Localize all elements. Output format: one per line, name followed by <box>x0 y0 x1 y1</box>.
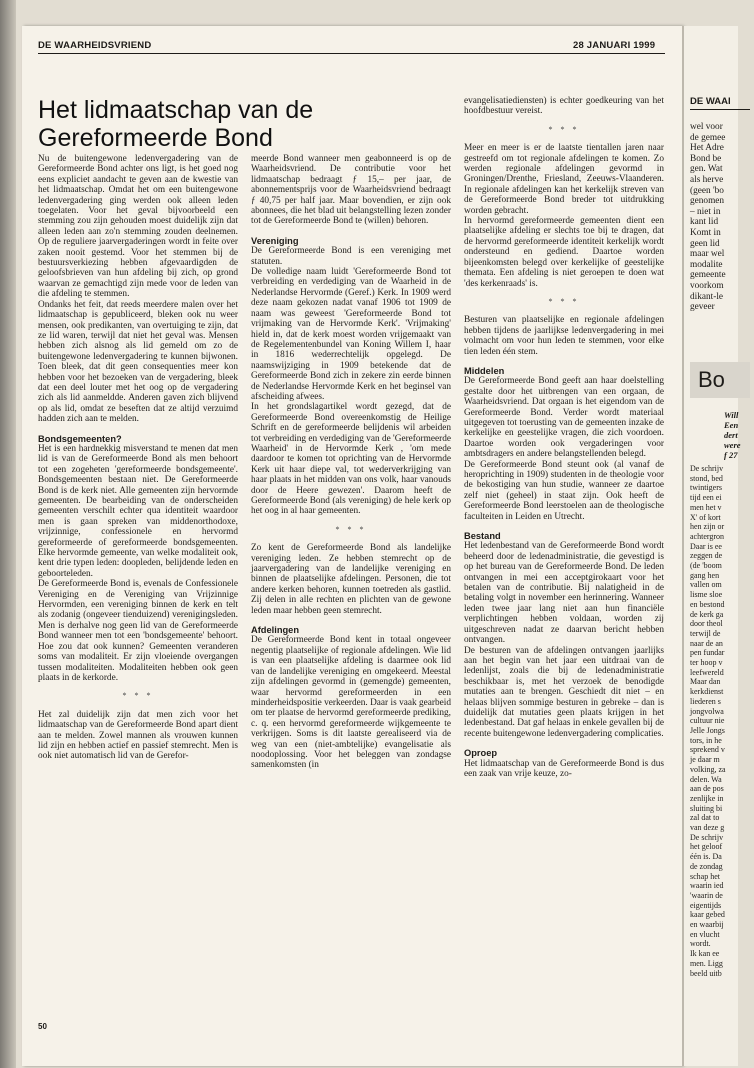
text-line: zenlijke in <box>690 793 724 803</box>
column-3-section-5 <box>464 759 664 780</box>
subheading-bestand: Bestand <box>464 531 501 542</box>
paragraph: evangelisatiediensten) is echter goedkeuring van het hoofdbestuur vereist. <box>464 96 664 117</box>
paragraph: meerde Bond wanneer men geabonneerd is op de Waarheidsvriend. De contributie voor het lidmaatschap bedraagt ƒ 15,– per jaar, de abonnementsprijs voor de Waarheidsvriend bedraagt ƒ 40,75 per half jaar. Maar bovendien, er zijn ook abonnees, die het blad uit belangstelling lezen zonder tot de Gereformeerde Bond te (willen) behoren. <box>251 154 451 227</box>
text-line: kant lid <box>690 217 719 228</box>
text-line: Will <box>724 410 739 420</box>
column-2-intro <box>251 154 451 227</box>
text-line: sprekend v <box>690 745 725 755</box>
text-line: achtergron <box>690 531 725 541</box>
text-line: van deze g <box>690 823 725 833</box>
column-3-intro <box>464 96 664 117</box>
text-line: zeggen de <box>690 551 723 561</box>
column-3-section-3 <box>464 376 664 522</box>
text-line: eigentijds <box>690 900 722 910</box>
text-line: Maar dan <box>690 677 721 687</box>
text-line: Daar is ee <box>690 541 722 551</box>
paragraph: Het is een hardnekkig misverstand te menen dat men lid is van de Gereformeerde Bond als men behoort tot een zogeheten 'gereformeerde bondsgemeente'. Bondsgemeenten bestaan niet. De Gereformeerde Bond is de kerk niet. Alle gemeenten zijn hervormde gemeenten. De bearbeiding van de onderscheiden gemeenten verschilt echter qua identiteit waardoor men is gaan spreken van middenorthodoxe, vrijzinnige, confessionele en hervormd gereformeerde of gereformeerde bondsgemeenten. Elke hervormde gemeente, van welke modaliteit ook, kent drie typen leden: doopleden, belijdende leden en geboorteleden. <box>38 443 238 579</box>
text-line: delen. Wa <box>690 774 722 784</box>
text-line: maar wel <box>690 249 725 260</box>
text-line: twintigers <box>690 483 722 493</box>
paragraph: Het lidmaatschap van de Gereformeerde Bond is dus een zaak van vrije keuze, zo- <box>464 758 664 779</box>
text-line: gen. Wat <box>690 164 723 175</box>
paragraph: De Gereformeerde Bond kent in totaal ongeveer negentig plaatselijke of regionale afdelingen. Wie lid is van een plaatselijke afdeling is daarmee ook lid van de landelijke vereniging en omgekeerd. Meestal zijn afdelingen gevormd in (gemengde) gemeenten, waar hervormd gereformeerden in een minderheidspositie verkeerden. Daar is vaak gearbeid om ter plaatse de hervormd gereformeerde prediking, c. q. een hervormd gereformeerde wijkgemeente te verkrijgen. Soms is dit laatste gerealiseerd via de weg van een (niet-ambtelijke) evangelisatie als noodoplossing. Voor het beleggen van zondagse samenkomsten (in <box>251 635 451 771</box>
text-line: zal dat to <box>690 813 720 823</box>
text-line: stond, bed <box>690 473 723 483</box>
text-line: f 27 <box>724 450 738 460</box>
facing-heading-text: Bo <box>698 367 725 392</box>
text-line: je daar m <box>690 755 720 765</box>
paragraph: De besturen van de afdelingen ontvangen jaarlijks aan het begin van het jaar een uitdraai van de ledenlijst, zoals die bij de ledenadministratie beschikbaar is, met het verzoek de benodigde mutaties aan te brengen. Geschiedt dit niet – en helaas blijven sommige besturen in gebreke – dan is duidelijk dat mutaties geen plaats krijgen in het ledenbestand. Dat gaf helaas in enkele gevallen bij de recente buitengewone ledenvergadering complicaties. <box>464 645 664 739</box>
section-separator: * * * <box>548 124 580 134</box>
text-line: men. Ligg <box>690 958 723 968</box>
facing-header-rule <box>690 109 750 110</box>
text-line: lisme sloe <box>690 590 723 600</box>
section-separator: * * * <box>122 691 154 701</box>
text-line: De schrijv <box>690 832 724 842</box>
text-line: kaar gebed <box>690 910 725 920</box>
text-line: één is. Da <box>690 852 722 862</box>
text-line: X' of kort <box>690 512 721 522</box>
column-1-section-2 <box>38 710 238 762</box>
subheading-oproep: Oproep <box>464 748 498 759</box>
text-line: terwijl de <box>690 628 721 638</box>
text-line: volking, za <box>690 764 726 774</box>
text-line: het geloof <box>690 842 723 852</box>
column-3-section-1 <box>464 143 664 289</box>
paragraph: In hervormd gereformeerde gemeenten dient een plaatselijke afdeling er slechts toe bij te dragen, dat de hervormd gereformeerde identiteit kerkelijk wordt ondersteund en gediend. Daartoe worden bijeenkomsten belegd over kerkelijke of geestelijke themata. Een afdeling is niet geroepen te doen wat 'des kerkenraads' is. <box>464 216 664 289</box>
paragraph: De Gereformeerde Bond steunt ook (al vanaf de heroprichting in 1909) studenten in de theologie voor de bekostiging van hun studie, wanneer ze daartoe zelf niet (geheel) in staat zijn. Ook heeft de Gereformeerde Bond leerstoelen aan de theologische faculteiten in Leiden en Utrecht. <box>464 459 664 522</box>
text-line: – niet in <box>690 206 721 217</box>
text-line: wordt. <box>690 939 711 949</box>
text-line: wel voor <box>690 122 723 132</box>
text-line: cultuur nie <box>690 716 725 726</box>
text-line: pen fundar <box>690 648 725 658</box>
column-2 <box>251 154 451 771</box>
text-line: jongvolwa <box>690 706 724 716</box>
text-line: dert <box>724 430 738 440</box>
text-line: schap het <box>690 871 720 881</box>
scan-edge-left <box>0 0 16 1068</box>
subheading-bondsgemeenten: Bondsgemeenten? <box>38 433 122 444</box>
section-separator: * * * <box>335 524 367 534</box>
text-line: als herve <box>690 174 724 185</box>
facing-small-text <box>690 464 750 978</box>
facing-page <box>684 26 741 1066</box>
text-line: Jelle Jongs <box>690 725 725 735</box>
text-line: kerkdienst <box>690 687 724 697</box>
text-line: geveer <box>690 302 715 313</box>
paragraph: Het ledenbestand van de Gereformeerde Bond wordt beheerd door de ledenadministratie, die gevestigd is op het bureau van de Gereformeerde Bond. De leden ontvangen in mei een acceptgirokaart voor het betalen van de contributie. Bij nalatigheid in de betaling volgt in november een herinnering. Wanneer leden twee jaar lang niet aan hun financiële verplichtingen hebben voldaan, worden zij uitgeschreven nadat ze daarvan bericht hebben ontvangen. <box>464 541 664 646</box>
text-line: liederen s <box>690 696 721 706</box>
column-1-intro <box>38 154 238 425</box>
text-line: Bond be <box>690 153 722 164</box>
text-line: de gemee <box>690 132 726 143</box>
paragraph: Ondanks het feit, dat reeds meerdere malen over het lidmaatschap is gepubliceerd, bleken ook nu weer mensen, ook predikanten, van overtuiging te zijn, dat ze lid waren, terwijl dat niet het geval was. Mensen hebben zich alsnog als lid gemeld om zo de buitengewone ledenvergadering te kunnen bijwonen. Toen bleek, dat dit geen consequenties meer kon hebben voor het bezoeken van de vergadering, bleek dat een deel louter met het oog op de vergadering zich als lid aanmeldde. Anderen gaven zich blijvend op als lid, omdat ze beseften dat ze altijd verzuimd hadden zich aan te melden. <box>38 299 238 425</box>
section-separator: * * * <box>548 296 580 306</box>
text-line: en bestond <box>690 599 725 609</box>
subheading-vereniging: Vereniging <box>251 235 299 246</box>
text-line: were <box>724 440 741 450</box>
paragraph: De Gereformeerde Bond is, evenals de Confessionele Vereniging en de Vereniging van Vrijzinnige Hervormden, een vereniging binnen de kerk en telt als zodanig (ongeveer tienduizend) verenigingsleden. Men is derhalve nog geen lid van de Gereformeerde Bond wanneer men tot een 'bondsgemeente' behoort. Hoe zou dat ook kunnen? Gemeenten veranderen soms van modaliteit. Er zijn vloeiende overgangen tussen modaliteiten. Modaliteiten hebben ook geen plaats in de kerkorde. <box>38 579 238 683</box>
subheading-afdelingen: Afdelingen <box>251 625 300 636</box>
text-line: aan de pos <box>690 784 724 794</box>
text-line: dikant-le <box>690 291 724 302</box>
text-line: Ik kan ee <box>690 949 720 959</box>
text-line: sluiting bi <box>690 803 723 813</box>
header-rule <box>38 53 665 54</box>
text-line: waarin ied <box>690 881 724 891</box>
running-header-publication: DE WAARHEIDSVRIEND <box>38 40 152 51</box>
text-line: genomen <box>690 196 725 207</box>
text-line: vallen om <box>690 580 722 590</box>
facing-running-header: DE WAAI <box>690 96 731 107</box>
text-line: Een <box>724 420 739 430</box>
column-3 <box>464 96 664 779</box>
text-line: de zondag <box>690 861 723 871</box>
text-line: de kerk ga <box>690 609 724 619</box>
paragraph: Nu de buitengewone ledenvergadering van de Gereformeerde Bond achter ons ligt, is het goed nog eens expliciet aandacht te geven aan de kwestie van het lidmaatschap. Omdat het om een buitengewone ledenvergadering ging werden ook alleen leden toegelaten. Voor het geval bijvoorbeeld een stemming zou zijn gehouden moest duidelijk zijn dat alleen leden aan zo'n stemming zouden deelnemen. Op de reguliere jaarvergaderingen wordt in feite over zaken nooit gestemd. Voor het stemmen bij de bestuursverkiezing hebben afgevaardigden de geloofsbrieven van hun afdeling bij zich, op grond waarvan ze gemachtigd zijn mede voor de leden van die afdeling te stemmen. <box>38 154 238 300</box>
text-line: modalite <box>690 259 723 270</box>
subheading-middelen: Middelen <box>464 365 505 376</box>
paragraph: In het grondslagartikel wordt gezegd, dat de Gereformeerde Bond overeenkomstig de Heilige Schrift en de gereformeerde belijdenis wil arbeiden tot verbreiding en verdediging van de 'Gereformeerde Waarheid' in de Hervormde Kerk , 'om mede daardoor te komen tot oprichting van de Hervormde Kerk uit haar diepe val, tot wederverkrijging van haar plaats in het midden van ons volk, haar vanouds door de Heere gewezen'. Daarom heeft de Gereformeerde Bond (als vereniging) de hele kerk op het oog in al haar gemeenten. <box>251 402 451 517</box>
paragraph: Zo kent de Gereformeerde Bond als landelijke vereniging leden. Ze hebben stemrecht op de jaarvergadering van de landelijke vereniging en binnen de plaatselijke afdelingen. Personen, die tot andere kerken behoren, kunnen toetreden als gastlid. Zij delen in alle rechten en plichten van de gewone leden maar hebben geen stemrecht. <box>251 543 451 616</box>
text-line: hen zijn or <box>690 522 725 532</box>
column-2-section-1 <box>251 246 451 517</box>
running-header-date: 28 JANUARI 1999 <box>573 40 656 51</box>
text-line: (de 'boom <box>690 561 722 571</box>
text-line: leefwereld <box>690 667 724 677</box>
text-line: en vlucht <box>690 929 720 939</box>
text-line: ter hoop v <box>690 658 723 668</box>
column-3-section-2 <box>464 315 664 357</box>
facing-sidebar-text <box>724 410 754 460</box>
text-line: door theol <box>690 619 723 629</box>
text-line: beeld uitb <box>690 968 722 978</box>
text-line: geen lid <box>690 238 720 249</box>
text-line: en waarbij <box>690 920 724 930</box>
text-line: men het v <box>690 502 722 512</box>
paragraph: De Gereformeerde Bond geeft aan haar doelstelling gestalte door het uitbrengen van een orgaan, de Waarheidsvriend. Dat orgaan is het eigendom van de Gereformeerde Bond. Verder wordt materiaal uitgegeven tot toerusting van de gemeenten inzake de kerkelijke en geestelijke vragen, die zich voordoen. Daartoe worden ook vergaderingen voor ambtsdragers en andere belangstellenden belegd. <box>464 376 664 460</box>
column-3-section-4 <box>464 541 664 739</box>
paragraph: Het zal duidelijk zijn dat men zich voor het lidmaatschap van de Gereformeerde Bond apart dient aan te melden. Zowel mannen als vrouwen kunnen lid zijn en hebben actief en passief stemrecht. Men is ook niet automatisch lid van de Gerefor- <box>38 709 238 762</box>
paragraph: De volledige naam luidt 'Gereformeerde Bond tot verbreiding en verdediging van de Waarheid in de Nederlandse Hervormde (Geref.) Kerk. In 1909 werd deze naam gekozen nadat vanaf 1906 tot 1909 de naam was geweest 'Gereformeerde Bond tot vrijmaking van de Hervormde Kerk'. 'Vrijmaking' hield in, dat de kerk moest worden vrijgemaakt van de Regelementenbundel van Koning Willem I, haar in 1816 wederrechtelijk opgelegd. De naamswijziging in 1909 betekende dat de Gereformeerde Bond zich in zekere zin eerde binnen de Nederlandse Hervormde Kerk en het beginsel van afscheiding afwees. <box>251 267 451 402</box>
paragraph: De Gereformeerde Bond is een vereniging met statuten. <box>251 246 451 267</box>
text-line: Komt in <box>690 227 721 238</box>
paragraph: Besturen van plaatselijke en regionale afdelingen hebben tijdens de jaarlijkse ledenvergadering in mei volmacht om voor hun leden te stemmen, voor elke tien leden één stem. <box>464 315 664 357</box>
text-line: tors, in he <box>690 735 722 745</box>
column-2-section-3 <box>251 635 451 770</box>
text-line: 'waarin de <box>690 890 723 900</box>
text-line: gemeente <box>690 270 726 281</box>
text-line: voorkom <box>690 280 724 291</box>
text-line: tijd een ei <box>690 493 722 503</box>
text-line: gang hen <box>690 570 720 580</box>
column-2-section-2 <box>251 543 451 616</box>
article-title: Het lidmaatschap van de Gereformeerde Bond <box>38 96 314 152</box>
text-line: Het Adre <box>690 143 724 154</box>
text-line: (geen 'bo <box>690 185 724 196</box>
facing-column-text <box>690 122 750 313</box>
page-number: 50 <box>38 1022 47 1031</box>
paragraph: Meer en meer is er de laatste tientallen jaren naar gestreefd om tot regionale afdelingen te komen. Zo werden regionale afdelingen gevormd in Groningen/Drenthe, Friesland, Zeeuws-Vlaanderen. In regionale afdelingen kan het kerkelijk streven van de Gereformeerde Bond breder tot uitdrukking worden gebracht. <box>464 143 664 216</box>
text-line: De schrijv <box>690 464 724 473</box>
column-1 <box>38 154 238 762</box>
column-1-section-1 <box>38 444 238 683</box>
text-line: naar de an <box>690 638 723 648</box>
